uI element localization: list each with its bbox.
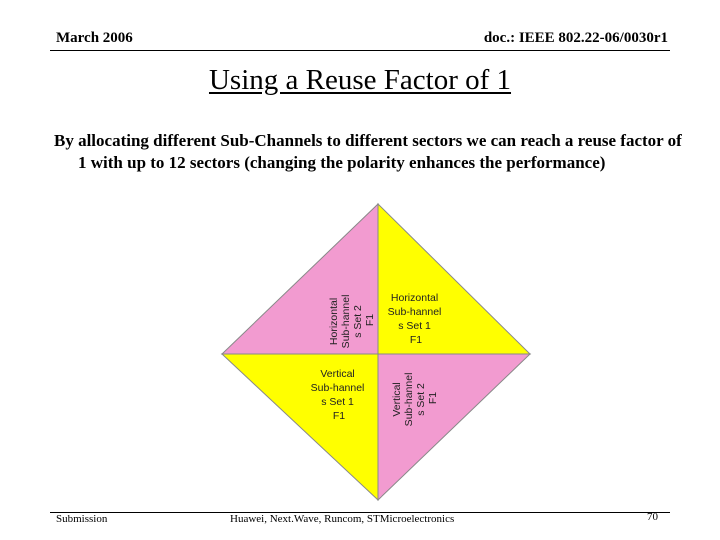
footer-page-number: 70: [647, 511, 658, 523]
sector-bottom-right: [378, 354, 530, 500]
sector-top-left-label: Horizontal Sub-hannel s Set 2 F1: [328, 294, 376, 349]
footer-submission: Submission: [56, 513, 108, 525]
sector-top-right-label: Horizontal Sub-hannel s Set 1 F1: [387, 292, 442, 346]
slide-body-text: By allocating different Sub-Channels to different sectors we can reach a reuse factor of 1 with up to 12 sectors (changing the polarity enhances the performance): [54, 131, 682, 172]
header-doc-id: doc.: IEEE 802.22-06/0030r1: [483, 30, 668, 46]
header-date: March 2006: [56, 30, 133, 46]
slide-title: Using a Reuse Factor of 1: [208, 64, 512, 96]
sector-bottom-right-label: Vertical Sub-hannel s Set 2 F1: [391, 372, 439, 427]
footer-authors: Huawei, Next.Wave, Runcom, STMicroelectronics: [230, 513, 455, 525]
sector-bottom-left-label: Vertical Sub-hannel s Set 1 F1: [310, 368, 365, 422]
